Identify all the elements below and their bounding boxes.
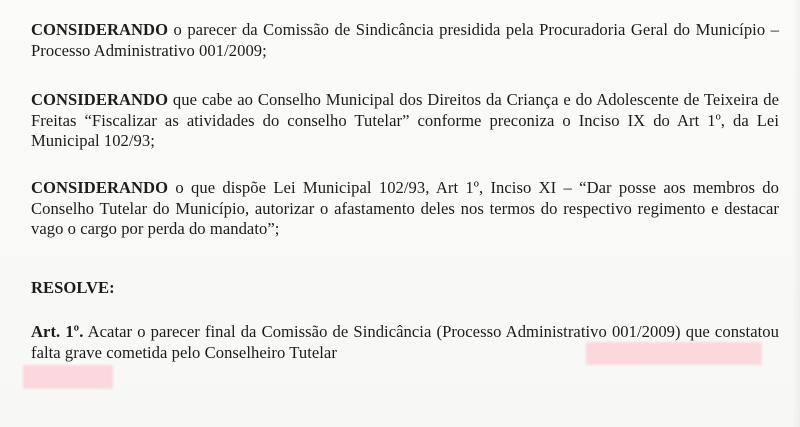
considerando-paragraph-1 (31, 20, 779, 61)
considerando-lead-3: CONSIDERANDO (31, 178, 169, 197)
considerando-text-2: que cabe ao Conselho Municipal dos Direitos da Criança e do Adolescente de Teixeira de Freitas “Fiscalizar as atividades do conselho Tutelar” conforme preconiza o Inciso IX do Art 1º, da Lei Municipal 102/93; (31, 90, 779, 150)
considerando-text-3: o que dispõe Lei Municipal 102/93, Art 1º, Inciso XI – “Dar posse aos membros do Conselho Tutelar do Município, autorizar o afastamento deles nos termos do respectivo regimento e destacar vago o cargo por perda do mandato”; (31, 178, 779, 238)
article-1-text: Acatar o parecer final da Comissão de Sindicância (Processo Administrativo 001/2009) que constatou falta grave cometida pelo Conselheiro Tutelar (31, 322, 779, 362)
considerando-paragraph-3 (31, 178, 779, 240)
scan-shadow (792, 0, 800, 427)
resolve-heading: RESOLVE: (31, 278, 115, 297)
considerando-paragraph-2 (31, 90, 779, 152)
redaction-block (586, 342, 762, 365)
considerando-text-1: o parecer da Comissão de Sindicância presidida pela Procuradoria Geral do Município – Processo Administrativo 001/2009; (31, 20, 779, 60)
considerando-lead-1: CONSIDERANDO (31, 20, 169, 39)
article-1-lead: Art. 1º. (31, 322, 84, 341)
considerando-lead-2: CONSIDERANDO (31, 90, 169, 109)
redaction-block (23, 365, 113, 389)
